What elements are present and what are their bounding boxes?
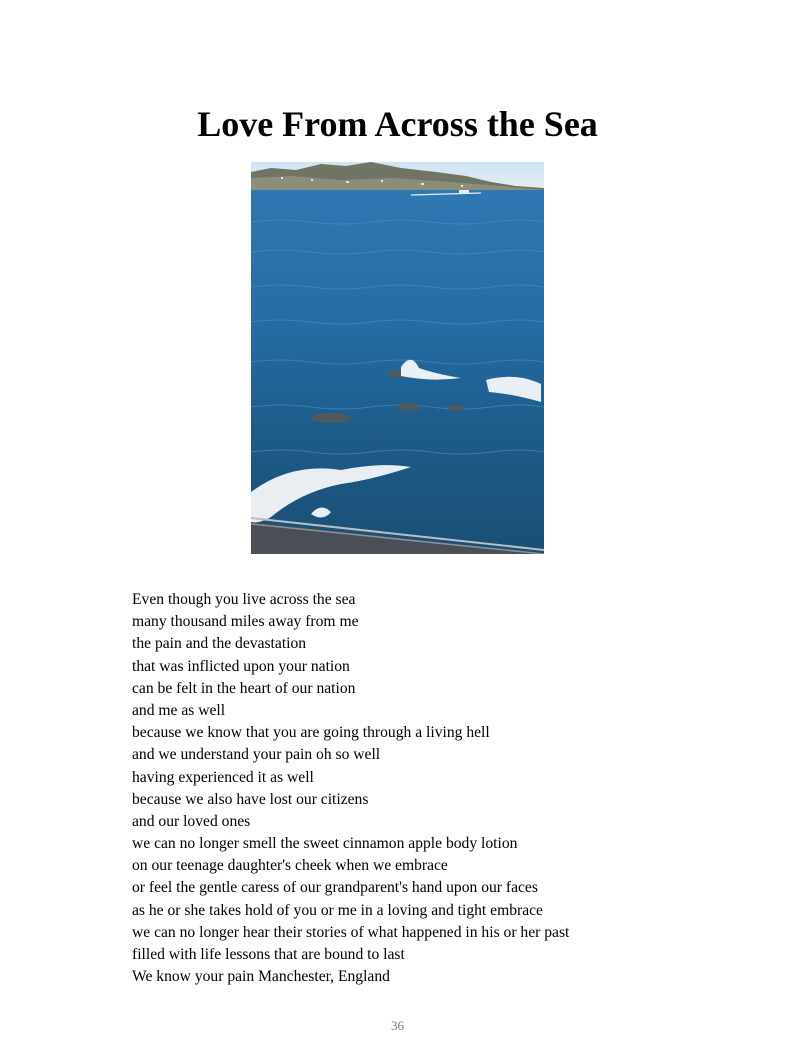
poem-line: Even though you live across the sea <box>132 591 356 608</box>
sea-photo <box>251 162 544 554</box>
poem-line: because we know that you are going through a living hell <box>132 724 490 742</box>
poem-line: many thousand miles away from me <box>132 613 359 631</box>
poem-line: having experienced it as well <box>132 768 314 786</box>
poem-line: because we also have lost our citizens <box>132 790 369 808</box>
page-number: 36 <box>391 1018 404 1033</box>
poem-line: the pain and the devastation <box>132 635 307 653</box>
sea-photo-illustration <box>251 162 544 554</box>
poem-line: or feel the gentle caress of our grandparent's hand upon our faces <box>132 879 538 897</box>
poem-line: on our teenage daughter's cheek when we embrace <box>132 857 448 875</box>
poem-line: and me as well <box>132 701 226 719</box>
poem-line: we can no longer hear their stories of what happened in his or her past <box>132 923 570 941</box>
poem-line: can be felt in the heart of our nation <box>132 679 356 697</box>
poem-line: that was inflicted upon your nation <box>132 657 350 675</box>
poem-line: we can no longer smell the sweet cinnamon apple body lotion <box>132 835 518 853</box>
page-title: Love From Across the Sea <box>197 104 598 144</box>
poem-line: and we understand your pain oh so well <box>132 746 381 764</box>
poem-line: filled with life lessons that are bound to last <box>132 946 405 963</box>
poem-line: We know your pain Manchester, England <box>132 968 390 986</box>
poem-line: and our loved ones <box>132 812 251 830</box>
poem-line: as he or she takes hold of you or me in a loving and tight embrace <box>132 901 543 919</box>
poem-body <box>132 589 692 988</box>
